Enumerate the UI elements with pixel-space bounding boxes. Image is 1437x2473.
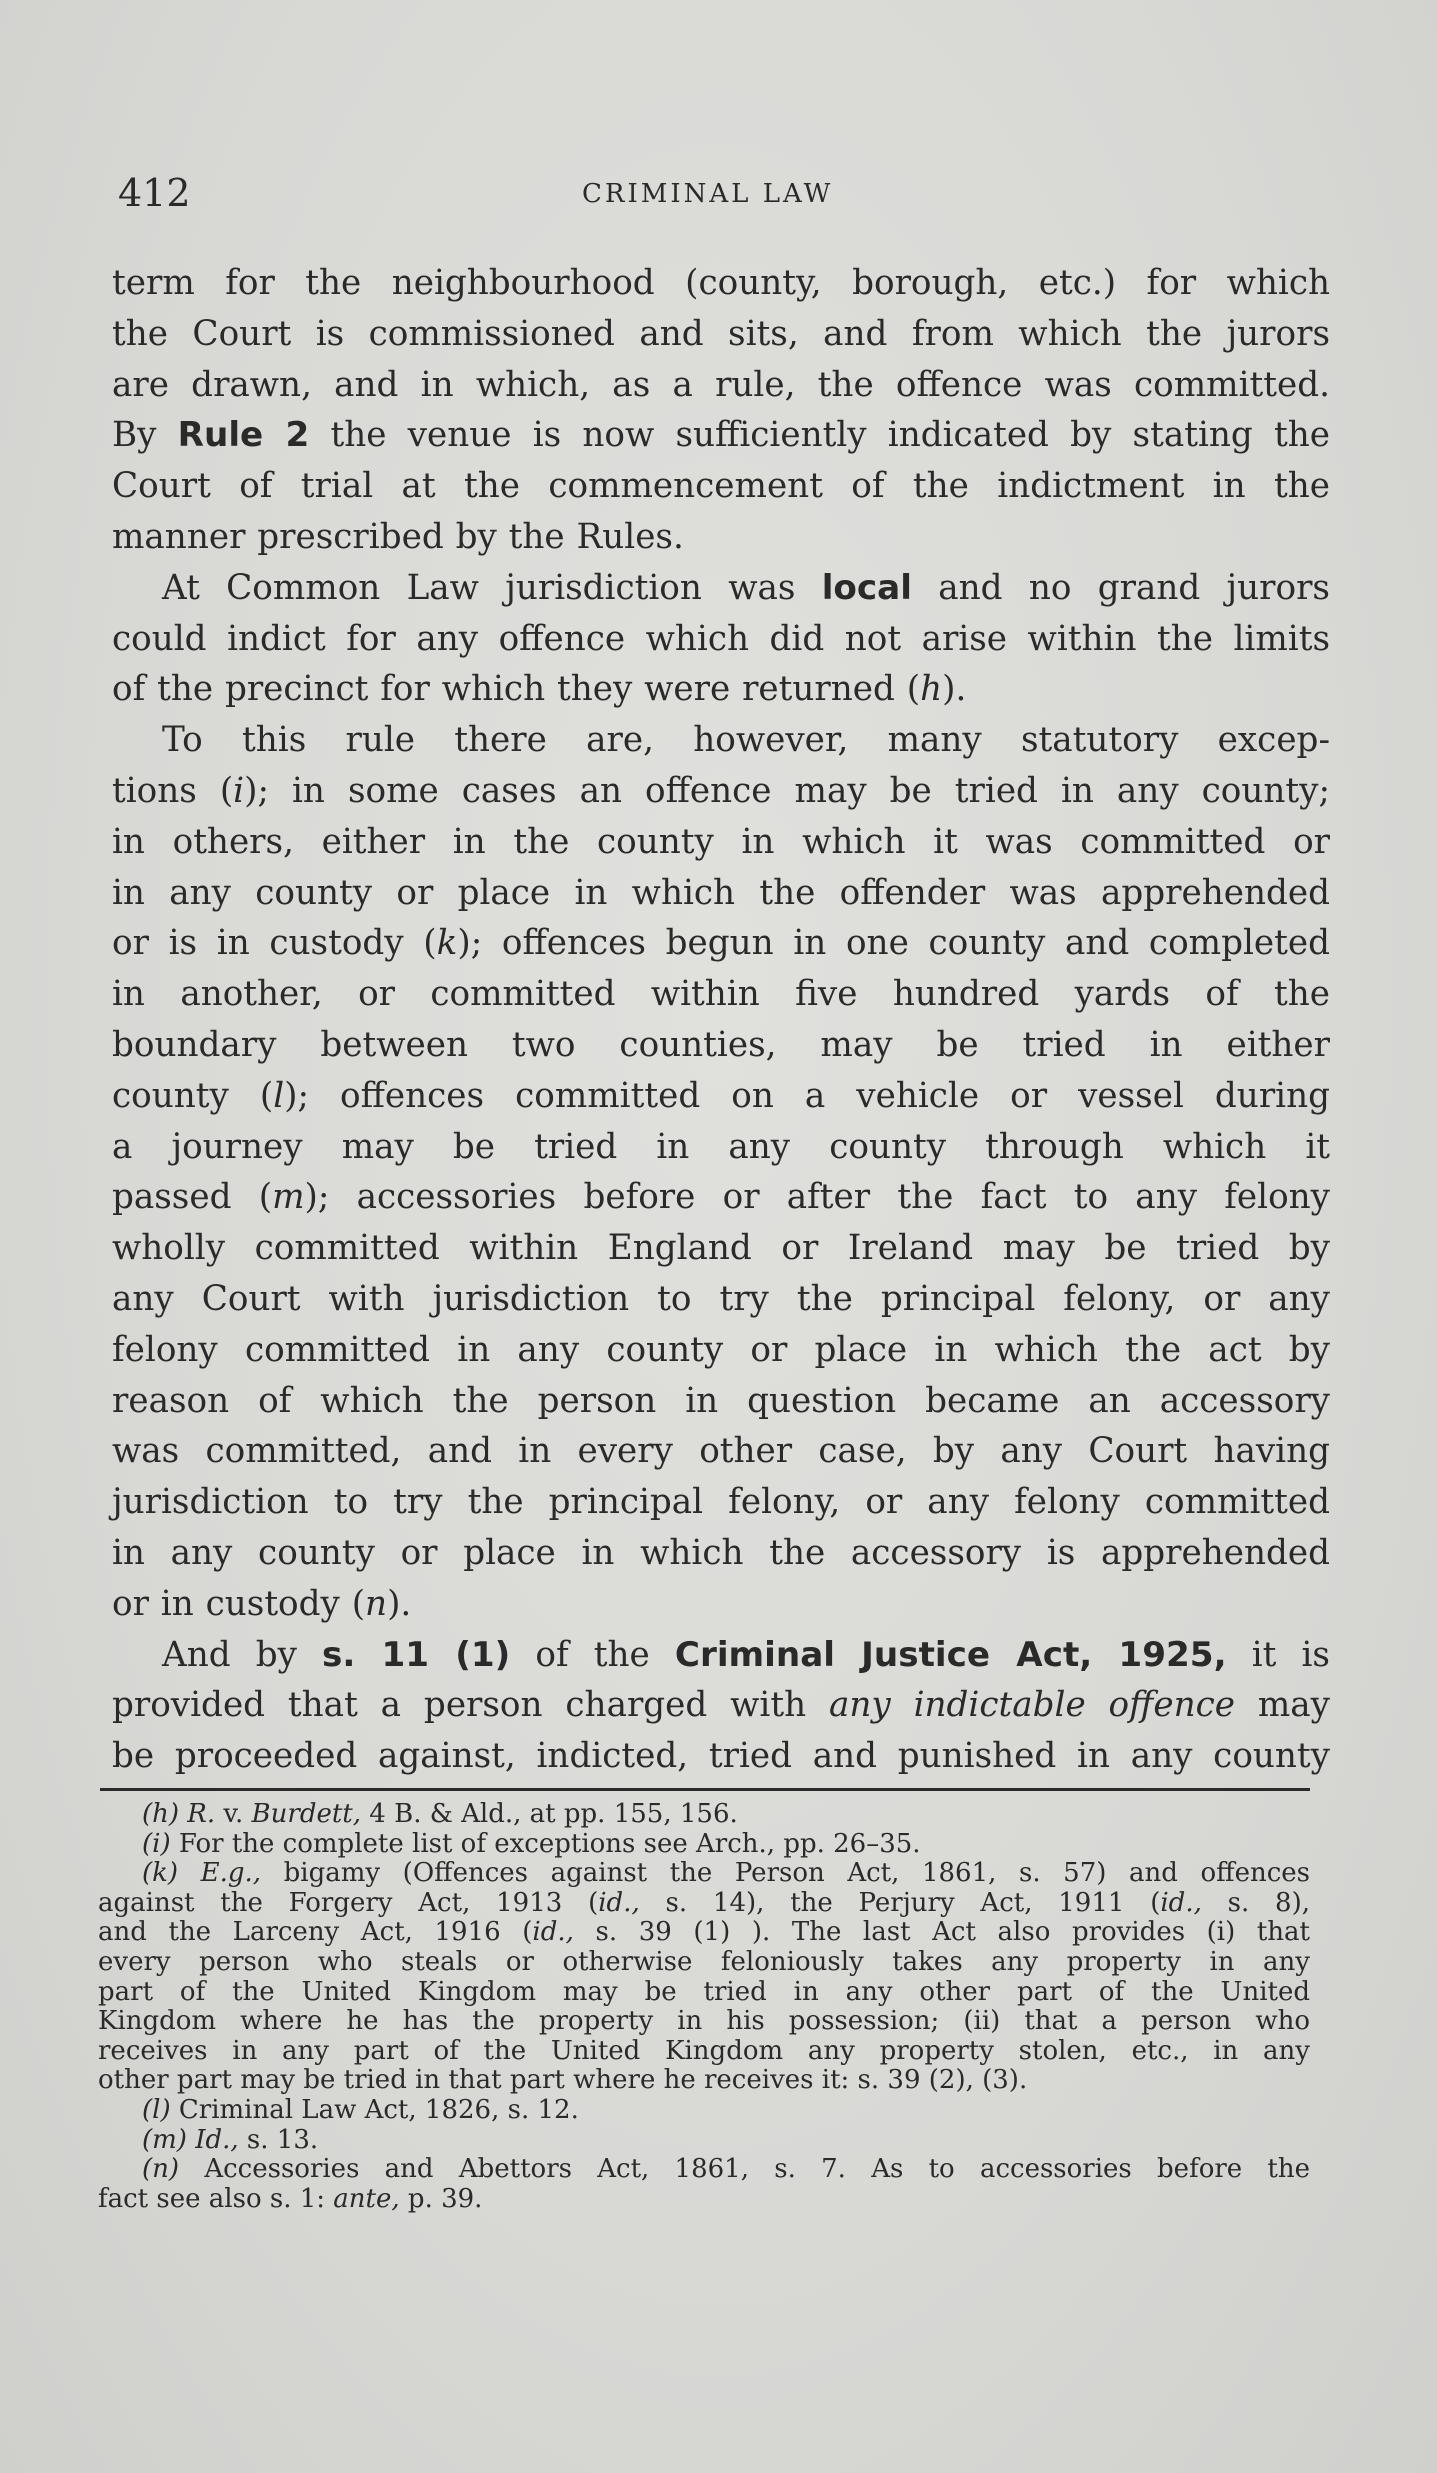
text-line: By Rule 2 the venue is now sufficiently indicated by stating the <box>112 415 1330 456</box>
text-line: county (l); offences committed on a vehicle or vessel during <box>112 1075 1330 1116</box>
text-line: manner prescribed by the Rules. <box>112 516 684 557</box>
text-line: Court of trial at the commencement of the indictment in the <box>112 466 1330 507</box>
footnote-h: (h) R. v. Burdett, 4 B. & Ald., at pp. 155, 156. <box>142 1799 738 1829</box>
running-head: CRIMINAL LAW <box>582 179 834 209</box>
footnote-ref: k <box>436 923 458 964</box>
footnote-m: (m) Id., s. 13. <box>142 2124 319 2155</box>
bold-term: Criminal Justice Act, 1925, <box>674 1634 1227 1675</box>
page-number: 412 <box>118 171 191 215</box>
footnote-l: (l) Criminal Law Act, 1826, s. 12. <box>142 2094 579 2125</box>
footnote-ref: m <box>272 1177 305 1218</box>
footnote-rule <box>100 1788 1310 1791</box>
text-line: or in custody (n). <box>112 1583 412 1624</box>
paragraph-local <box>112 563 1330 715</box>
footnote-ref: h <box>920 669 943 710</box>
text-line: boundary between two counties, may be tried in either <box>112 1024 1330 1065</box>
italic-phrase: any indictable offence <box>829 1685 1235 1726</box>
footnote-ref: l <box>273 1075 285 1116</box>
text-line: the Court is commissioned and sits, and from which the jurors <box>112 313 1330 354</box>
text-line: tions (i); in some cases an offence may be tried in any county; <box>112 770 1330 811</box>
text-line: reason of which the person in question became an accessory <box>112 1380 1330 1421</box>
text-line: are drawn, and in which, as a rule, the offence was committed. <box>112 364 1330 405</box>
text-line: in any county or place in which the accessory is apprehended <box>112 1532 1330 1573</box>
text-line: provided that a person charged with any indictable offence may <box>112 1685 1330 1726</box>
footnote-n: (n) Accessories and Abettors Act, 1861, s. 7. As to accessories before the fact see also s. 1: ante, p. 39. <box>98 2154 1311 2214</box>
paragraph-venue <box>112 258 1330 563</box>
text-line: was committed, and in every other case, by any Court having <box>112 1431 1330 1472</box>
text-line: passed (m); accessories before or after the fact to any felony <box>112 1177 1330 1218</box>
text-line: or is in custody (k); offences begun in one county and completed <box>112 923 1330 964</box>
text-line: And by s. 11 (1) of the Criminal Justice Act, 1925, it is <box>162 1634 1330 1675</box>
bold-term: s. 11 (1) <box>322 1634 511 1675</box>
bold-term: local <box>821 567 912 608</box>
text-line: in others, either in the county in which it was committed or <box>112 821 1330 862</box>
text-line: felony committed in any county or place in which the act by <box>112 1329 1330 1370</box>
text-line: of the precinct for which they were returned (h). <box>112 669 967 710</box>
text-line: term for the neighbourhood (county, borough, etc.) for which <box>112 263 1330 303</box>
footnote-i: (i) For the complete list of exceptions see Arch., pp. 26–35. <box>142 1828 921 1859</box>
footnote-k: (k) E.g., bigamy (Offences against the Person Act, 1861, s. 57) and offences against the Forgery Act, 1913 (id., s. 14), the Perjury Act, 1911 (id., s. 8), and the Larceny Act, 1916 (id., s. 39 (1) ). The last Act also provides (i) that every person who steals or otherwise feloniously takes any property in any part of the United Kingdom may be tried in any other part of the United Kingdom where he has the property in his possession; (ii) that a person who receives in any part of the United Kingdom any property stolen, etc., in any other part may be tried in that part where he receives it: s. 39 (2), (3). <box>98 1858 1310 2096</box>
text-line: any Court with jurisdiction to try the principal felony, or any <box>112 1278 1330 1319</box>
footnote-ref: i <box>233 770 245 811</box>
text-line: in another, or committed within five hundred yards of the <box>112 974 1330 1015</box>
text-line: in any county or place in which the offender was apprehended <box>112 872 1330 913</box>
main-text <box>112 258 1330 1782</box>
paragraph-exceptions <box>112 715 1330 1629</box>
text-line: could indict for any offence which did not arise within the limits <box>112 618 1330 659</box>
page-header <box>118 168 1318 218</box>
text-line: wholly committed within England or Ireland may be tried by <box>112 1228 1330 1269</box>
text-line: jurisdiction to try the principal felony, or any felony committed <box>112 1482 1330 1523</box>
paragraph-cja-1925 <box>112 1630 1330 1782</box>
text-line: a journey may be tried in any county through which it <box>112 1126 1330 1167</box>
footnotes <box>98 1800 1310 2214</box>
bold-term: Rule 2 <box>177 415 310 456</box>
footnote-ref: n <box>365 1583 388 1624</box>
text-line: To this rule there are, however, many statutory excep- <box>162 720 1330 761</box>
text-line: At Common Law jurisdiction was local and no grand jurors <box>162 567 1330 608</box>
text-line: be proceeded against, indicted, tried and punished in any county <box>112 1736 1330 1777</box>
